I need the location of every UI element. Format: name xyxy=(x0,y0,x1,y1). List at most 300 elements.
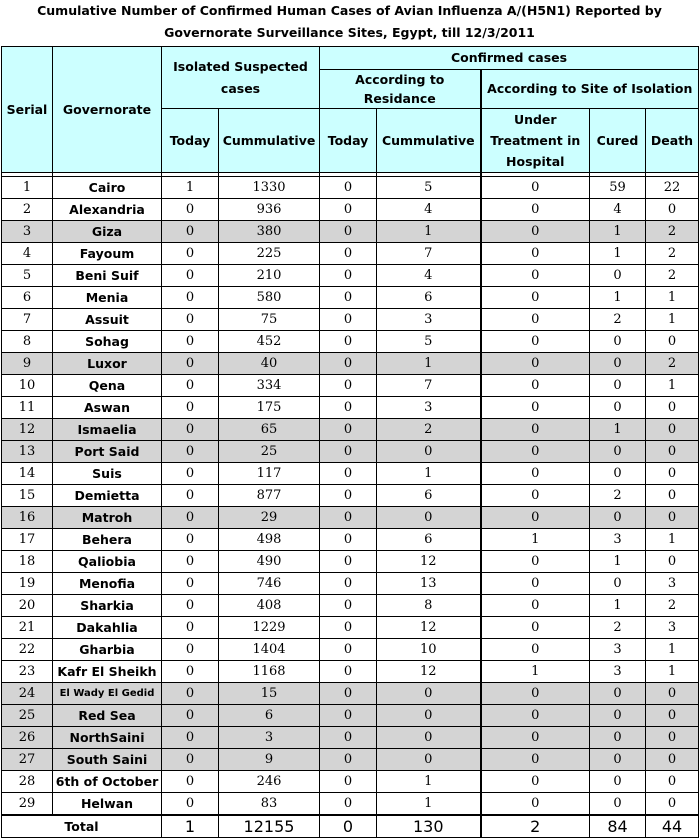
cell-suspected-today: 0 xyxy=(162,771,219,793)
table-row xyxy=(2,573,699,595)
cell-governorate: Red Sea xyxy=(53,705,162,727)
cell-serial: 13 xyxy=(2,441,53,463)
cell-serial: 16 xyxy=(2,507,53,529)
cell-death: 2 xyxy=(646,595,699,617)
cell-cured: 1 xyxy=(590,221,646,243)
cell-under-treatment: 0 xyxy=(481,221,590,243)
table-row xyxy=(2,397,699,419)
cell-suspected-cumulative: 746 xyxy=(219,573,320,595)
cell-death: 22 xyxy=(646,177,699,199)
cell-suspected-today: 0 xyxy=(162,595,219,617)
cell-residence-today: 0 xyxy=(320,727,377,749)
cell-suspected-today: 0 xyxy=(162,793,219,816)
cell-under-treatment: 0 xyxy=(481,727,590,749)
cell-cured: 3 xyxy=(590,639,646,661)
cell-residence-cumulative: 12 xyxy=(377,661,481,683)
cell-residence-cumulative: 1 xyxy=(377,221,481,243)
cell-cured: 1 xyxy=(590,595,646,617)
cell-residence-cumulative: 7 xyxy=(377,243,481,265)
table-row xyxy=(2,529,699,551)
cell-governorate: Suis xyxy=(53,463,162,485)
cell-suspected-today: 0 xyxy=(162,331,219,353)
cell-cured: 0 xyxy=(590,463,646,485)
cell-death: 1 xyxy=(646,287,699,309)
cell-cured: 4 xyxy=(590,199,646,221)
cell-serial: 7 xyxy=(2,309,53,331)
cell-serial: 6 xyxy=(2,287,53,309)
cell-under-treatment: 0 xyxy=(481,485,590,507)
cell-death: 2 xyxy=(646,243,699,265)
cell-governorate: Ismaelia xyxy=(53,419,162,441)
total-row xyxy=(2,815,699,838)
cell-residence-today: 0 xyxy=(320,221,377,243)
table-row xyxy=(2,661,699,683)
cell-under-treatment: 0 xyxy=(481,551,590,573)
cell-death: 3 xyxy=(646,573,699,595)
total-suspected-today: 1 xyxy=(162,815,219,838)
cell-death: 0 xyxy=(646,749,699,771)
cell-serial: 4 xyxy=(2,243,53,265)
cell-under-treatment: 0 xyxy=(481,771,590,793)
cell-cured: 2 xyxy=(590,309,646,331)
cell-residence-today: 0 xyxy=(320,397,377,419)
cell-suspected-today: 0 xyxy=(162,529,219,551)
cell-death: 0 xyxy=(646,551,699,573)
cell-residence-cumulative: 6 xyxy=(377,485,481,507)
cell-residence-cumulative: 0 xyxy=(377,727,481,749)
cell-under-treatment: 0 xyxy=(481,793,590,816)
cell-death: 0 xyxy=(646,793,699,816)
cell-cured: 0 xyxy=(590,265,646,287)
cell-residence-cumulative: 6 xyxy=(377,529,481,551)
table-row xyxy=(2,793,699,816)
cell-suspected-today: 0 xyxy=(162,441,219,463)
cell-cured: 0 xyxy=(590,375,646,397)
cell-under-treatment: 0 xyxy=(481,199,590,221)
header-residence-cumulative: Cummulative xyxy=(377,109,481,173)
cell-governorate: Behera xyxy=(53,529,162,551)
cell-residence-today: 0 xyxy=(320,177,377,199)
cell-residence-cumulative: 2 xyxy=(377,419,481,441)
cell-cured: 1 xyxy=(590,243,646,265)
cell-cured: 0 xyxy=(590,397,646,419)
cell-under-treatment: 0 xyxy=(481,749,590,771)
cell-under-treatment: 0 xyxy=(481,573,590,595)
cell-suspected-cumulative: 6 xyxy=(219,705,320,727)
cell-death: 3 xyxy=(646,617,699,639)
cell-serial: 14 xyxy=(2,463,53,485)
cell-residence-cumulative: 5 xyxy=(377,177,481,199)
cell-suspected-today: 0 xyxy=(162,419,219,441)
cell-suspected-today: 0 xyxy=(162,397,219,419)
cell-suspected-cumulative: 25 xyxy=(219,441,320,463)
table-row xyxy=(2,727,699,749)
cell-death: 0 xyxy=(646,727,699,749)
cell-serial: 11 xyxy=(2,397,53,419)
cell-suspected-cumulative: 380 xyxy=(219,221,320,243)
cell-death: 0 xyxy=(646,485,699,507)
table-row xyxy=(2,463,699,485)
total-residence-today: 0 xyxy=(320,815,377,838)
table-row xyxy=(2,595,699,617)
cell-residence-cumulative: 6 xyxy=(377,287,481,309)
cell-residence-today: 0 xyxy=(320,441,377,463)
cell-under-treatment: 0 xyxy=(481,617,590,639)
cell-residence-today: 0 xyxy=(320,463,377,485)
title-line-1: Cumulative Number of Confirmed Human Cases of Avian Influenza A/(H5N1) Reported by xyxy=(37,3,662,18)
cell-death: 0 xyxy=(646,397,699,419)
table-row xyxy=(2,221,699,243)
cases-table xyxy=(1,46,699,838)
cell-under-treatment: 0 xyxy=(481,419,590,441)
cell-under-treatment: 0 xyxy=(481,375,590,397)
cell-governorate: South Saini xyxy=(53,749,162,771)
cell-suspected-today: 0 xyxy=(162,749,219,771)
cell-residence-today: 0 xyxy=(320,573,377,595)
cell-residence-cumulative: 5 xyxy=(377,331,481,353)
cell-cured: 2 xyxy=(590,485,646,507)
cell-governorate: Matroh xyxy=(53,507,162,529)
cell-residence-today: 0 xyxy=(320,507,377,529)
cell-residence-today: 0 xyxy=(320,771,377,793)
header-governorate: Governorate xyxy=(53,47,162,173)
cell-residence-cumulative: 1 xyxy=(377,353,481,375)
cell-residence-today: 0 xyxy=(320,309,377,331)
cell-governorate: Qena xyxy=(53,375,162,397)
cell-serial: 24 xyxy=(2,683,53,705)
cell-death: 0 xyxy=(646,199,699,221)
cell-governorate: Beni Suif xyxy=(53,265,162,287)
cell-under-treatment: 0 xyxy=(481,595,590,617)
cell-governorate: Giza xyxy=(53,221,162,243)
cell-suspected-today: 0 xyxy=(162,265,219,287)
table-row xyxy=(2,771,699,793)
cell-serial: 25 xyxy=(2,705,53,727)
cell-suspected-cumulative: 9 xyxy=(219,749,320,771)
cell-suspected-today: 0 xyxy=(162,551,219,573)
table-row xyxy=(2,199,699,221)
cell-death: 2 xyxy=(646,221,699,243)
cell-serial: 26 xyxy=(2,727,53,749)
cell-residence-today: 0 xyxy=(320,551,377,573)
table-row xyxy=(2,639,699,661)
cell-under-treatment: 1 xyxy=(481,661,590,683)
cell-serial: 22 xyxy=(2,639,53,661)
title-line-2: Governorate Surveillance Sites, Egypt, till 12/3/2011 xyxy=(164,25,535,40)
cell-residence-today: 0 xyxy=(320,243,377,265)
total-death: 44 xyxy=(646,815,699,838)
cell-serial: 8 xyxy=(2,331,53,353)
cell-death: 0 xyxy=(646,705,699,727)
cell-residence-today: 0 xyxy=(320,375,377,397)
cell-residence-cumulative: 13 xyxy=(377,573,481,595)
header-cured: Cured xyxy=(590,109,646,173)
cell-suspected-cumulative: 210 xyxy=(219,265,320,287)
cell-cured: 1 xyxy=(590,551,646,573)
cell-suspected-cumulative: 877 xyxy=(219,485,320,507)
cell-suspected-cumulative: 498 xyxy=(219,529,320,551)
cell-serial: 2 xyxy=(2,199,53,221)
cell-under-treatment: 0 xyxy=(481,309,590,331)
cell-governorate: Fayoum xyxy=(53,243,162,265)
cell-residence-cumulative: 1 xyxy=(377,793,481,816)
cell-suspected-cumulative: 936 xyxy=(219,199,320,221)
cell-under-treatment: 0 xyxy=(481,287,590,309)
cell-residence-cumulative: 0 xyxy=(377,705,481,727)
cell-serial: 5 xyxy=(2,265,53,287)
cell-cured: 3 xyxy=(590,661,646,683)
cell-death: 0 xyxy=(646,441,699,463)
cell-death: 1 xyxy=(646,375,699,397)
cell-residence-today: 0 xyxy=(320,793,377,816)
header-death: Death xyxy=(646,109,699,173)
cell-serial: 23 xyxy=(2,661,53,683)
cell-governorate: Qaliobia xyxy=(53,551,162,573)
cell-cured: 0 xyxy=(590,793,646,816)
total-residence-cumulative: 130 xyxy=(377,815,481,838)
cell-residence-today: 0 xyxy=(320,595,377,617)
cell-residence-today: 0 xyxy=(320,419,377,441)
table-row xyxy=(2,419,699,441)
total-label: Total xyxy=(2,815,162,838)
table-body xyxy=(2,173,699,816)
cell-under-treatment: 0 xyxy=(481,507,590,529)
cell-suspected-today: 0 xyxy=(162,309,219,331)
cell-serial: 12 xyxy=(2,419,53,441)
cell-suspected-cumulative: 15 xyxy=(219,683,320,705)
cell-serial: 29 xyxy=(2,793,53,816)
header-according-residence: According to Residance xyxy=(320,70,481,109)
cell-suspected-cumulative: 1404 xyxy=(219,639,320,661)
cell-governorate: Menia xyxy=(53,287,162,309)
table-row xyxy=(2,243,699,265)
cell-cured: 0 xyxy=(590,727,646,749)
cell-residence-cumulative: 4 xyxy=(377,199,481,221)
cell-residence-today: 0 xyxy=(320,353,377,375)
cell-governorate: Assuit xyxy=(53,309,162,331)
cell-cured: 0 xyxy=(590,771,646,793)
table-row xyxy=(2,177,699,199)
table-row xyxy=(2,375,699,397)
cell-governorate: Demietta xyxy=(53,485,162,507)
cell-death: 1 xyxy=(646,529,699,551)
cell-under-treatment: 0 xyxy=(481,397,590,419)
cell-under-treatment: 0 xyxy=(481,463,590,485)
cell-under-treatment: 0 xyxy=(481,441,590,463)
total-cured: 84 xyxy=(590,815,646,838)
cell-residence-cumulative: 0 xyxy=(377,507,481,529)
table-row xyxy=(2,485,699,507)
cell-suspected-cumulative: 175 xyxy=(219,397,320,419)
cell-suspected-today: 0 xyxy=(162,463,219,485)
cell-residence-cumulative: 4 xyxy=(377,265,481,287)
cell-cured: 0 xyxy=(590,441,646,463)
cell-cured: 0 xyxy=(590,331,646,353)
cell-suspected-cumulative: 408 xyxy=(219,595,320,617)
cell-suspected-today: 0 xyxy=(162,661,219,683)
cell-residence-today: 0 xyxy=(320,617,377,639)
cell-cured: 59 xyxy=(590,177,646,199)
cell-governorate: Helwan xyxy=(53,793,162,816)
cell-residence-cumulative: 12 xyxy=(377,551,481,573)
cell-under-treatment: 1 xyxy=(481,529,590,551)
cell-under-treatment: 0 xyxy=(481,331,590,353)
total-under-treatment: 2 xyxy=(481,815,590,838)
cell-under-treatment: 0 xyxy=(481,683,590,705)
report-title xyxy=(0,0,699,46)
cell-cured: 0 xyxy=(590,705,646,727)
cell-cured: 0 xyxy=(590,749,646,771)
cell-under-treatment: 0 xyxy=(481,639,590,661)
cell-cured: 0 xyxy=(590,507,646,529)
cell-suspected-cumulative: 117 xyxy=(219,463,320,485)
cell-residence-today: 0 xyxy=(320,639,377,661)
table-row xyxy=(2,287,699,309)
cell-suspected-cumulative: 65 xyxy=(219,419,320,441)
cell-cured: 0 xyxy=(590,573,646,595)
cell-death: 2 xyxy=(646,353,699,375)
cell-cured: 3 xyxy=(590,529,646,551)
cell-suspected-today: 0 xyxy=(162,507,219,529)
cell-suspected-cumulative: 490 xyxy=(219,551,320,573)
cell-governorate: Menofia xyxy=(53,573,162,595)
cell-governorate: Port Said xyxy=(53,441,162,463)
table-row xyxy=(2,749,699,771)
cell-residence-today: 0 xyxy=(320,749,377,771)
table-row xyxy=(2,617,699,639)
cell-suspected-cumulative: 1168 xyxy=(219,661,320,683)
cell-governorate: Alexandria xyxy=(53,199,162,221)
cell-cured: 1 xyxy=(590,419,646,441)
cell-governorate: Sohag xyxy=(53,331,162,353)
cell-serial: 27 xyxy=(2,749,53,771)
cell-residence-cumulative: 1 xyxy=(377,771,481,793)
cell-residence-today: 0 xyxy=(320,705,377,727)
cell-suspected-cumulative: 29 xyxy=(219,507,320,529)
cell-governorate: Aswan xyxy=(53,397,162,419)
cell-suspected-cumulative: 1330 xyxy=(219,177,320,199)
cell-suspected-today: 0 xyxy=(162,617,219,639)
cell-residence-today: 0 xyxy=(320,485,377,507)
cell-governorate: 6th of October xyxy=(53,771,162,793)
table-row xyxy=(2,265,699,287)
cell-residence-today: 0 xyxy=(320,287,377,309)
cell-suspected-cumulative: 3 xyxy=(219,727,320,749)
table-row xyxy=(2,353,699,375)
cell-under-treatment: 0 xyxy=(481,177,590,199)
cell-cured: 0 xyxy=(590,683,646,705)
cell-governorate: Luxor xyxy=(53,353,162,375)
cell-suspected-today: 0 xyxy=(162,683,219,705)
cell-suspected-cumulative: 225 xyxy=(219,243,320,265)
cell-suspected-cumulative: 1229 xyxy=(219,617,320,639)
header-according-site: According to Site of Isolation xyxy=(481,70,699,109)
cell-death: 0 xyxy=(646,463,699,485)
cell-suspected-today: 0 xyxy=(162,705,219,727)
cell-residence-cumulative: 0 xyxy=(377,683,481,705)
cell-governorate: Gharbia xyxy=(53,639,162,661)
cell-death: 2 xyxy=(646,265,699,287)
table-row xyxy=(2,309,699,331)
cell-suspected-today: 0 xyxy=(162,287,219,309)
cell-residence-cumulative: 0 xyxy=(377,749,481,771)
cell-death: 1 xyxy=(646,309,699,331)
cell-death: 0 xyxy=(646,331,699,353)
cell-serial: 18 xyxy=(2,551,53,573)
cell-serial: 3 xyxy=(2,221,53,243)
cell-serial: 17 xyxy=(2,529,53,551)
cell-death: 0 xyxy=(646,419,699,441)
cell-death: 0 xyxy=(646,507,699,529)
cell-death: 0 xyxy=(646,683,699,705)
cell-governorate: NorthSaini xyxy=(53,727,162,749)
cell-residence-today: 0 xyxy=(320,199,377,221)
table-row xyxy=(2,551,699,573)
cell-under-treatment: 0 xyxy=(481,705,590,727)
cell-suspected-today: 0 xyxy=(162,639,219,661)
header-confirmed-cases: Confirmed cases xyxy=(320,47,699,70)
cell-suspected-cumulative: 83 xyxy=(219,793,320,816)
header-suspected-today: Today xyxy=(162,109,219,173)
cell-residence-cumulative: 3 xyxy=(377,309,481,331)
header-suspected-cumulative: Cummulative xyxy=(219,109,320,173)
cell-serial: 9 xyxy=(2,353,53,375)
cell-residence-cumulative: 0 xyxy=(377,441,481,463)
cell-suspected-cumulative: 334 xyxy=(219,375,320,397)
cell-residence-today: 0 xyxy=(320,265,377,287)
cell-governorate: El Wady El Gedid xyxy=(53,683,162,705)
cell-suspected-today: 0 xyxy=(162,243,219,265)
cell-suspected-today: 1 xyxy=(162,177,219,199)
cell-cured: 0 xyxy=(590,353,646,375)
cell-suspected-cumulative: 246 xyxy=(219,771,320,793)
cell-residence-today: 0 xyxy=(320,683,377,705)
table-row xyxy=(2,331,699,353)
cell-death: 0 xyxy=(646,771,699,793)
cell-residence-cumulative: 8 xyxy=(377,595,481,617)
cell-serial: 20 xyxy=(2,595,53,617)
cell-governorate: Dakahlia xyxy=(53,617,162,639)
cell-residence-today: 0 xyxy=(320,529,377,551)
header-under-treatment: Under Treatment in Hospital xyxy=(481,109,590,173)
cell-serial: 15 xyxy=(2,485,53,507)
cell-residence-today: 0 xyxy=(320,661,377,683)
cell-governorate: Cairo xyxy=(53,177,162,199)
total-suspected-cumulative: 12155 xyxy=(219,815,320,838)
table-row xyxy=(2,705,699,727)
cell-residence-cumulative: 10 xyxy=(377,639,481,661)
header-residence-today: Today xyxy=(320,109,377,173)
cell-residence-cumulative: 12 xyxy=(377,617,481,639)
cell-under-treatment: 0 xyxy=(481,353,590,375)
cell-serial: 1 xyxy=(2,177,53,199)
cell-suspected-cumulative: 40 xyxy=(219,353,320,375)
cell-serial: 28 xyxy=(2,771,53,793)
cell-serial: 10 xyxy=(2,375,53,397)
cell-serial: 21 xyxy=(2,617,53,639)
cell-governorate: Kafr El Sheikh xyxy=(53,661,162,683)
cell-suspected-today: 0 xyxy=(162,727,219,749)
cell-cured: 2 xyxy=(590,617,646,639)
cell-residence-cumulative: 3 xyxy=(377,397,481,419)
cell-cured: 1 xyxy=(590,287,646,309)
cell-serial: 19 xyxy=(2,573,53,595)
cell-residence-cumulative: 1 xyxy=(377,463,481,485)
cell-death: 1 xyxy=(646,661,699,683)
cell-suspected-today: 0 xyxy=(162,353,219,375)
cell-suspected-today: 0 xyxy=(162,375,219,397)
cell-residence-cumulative: 7 xyxy=(377,375,481,397)
